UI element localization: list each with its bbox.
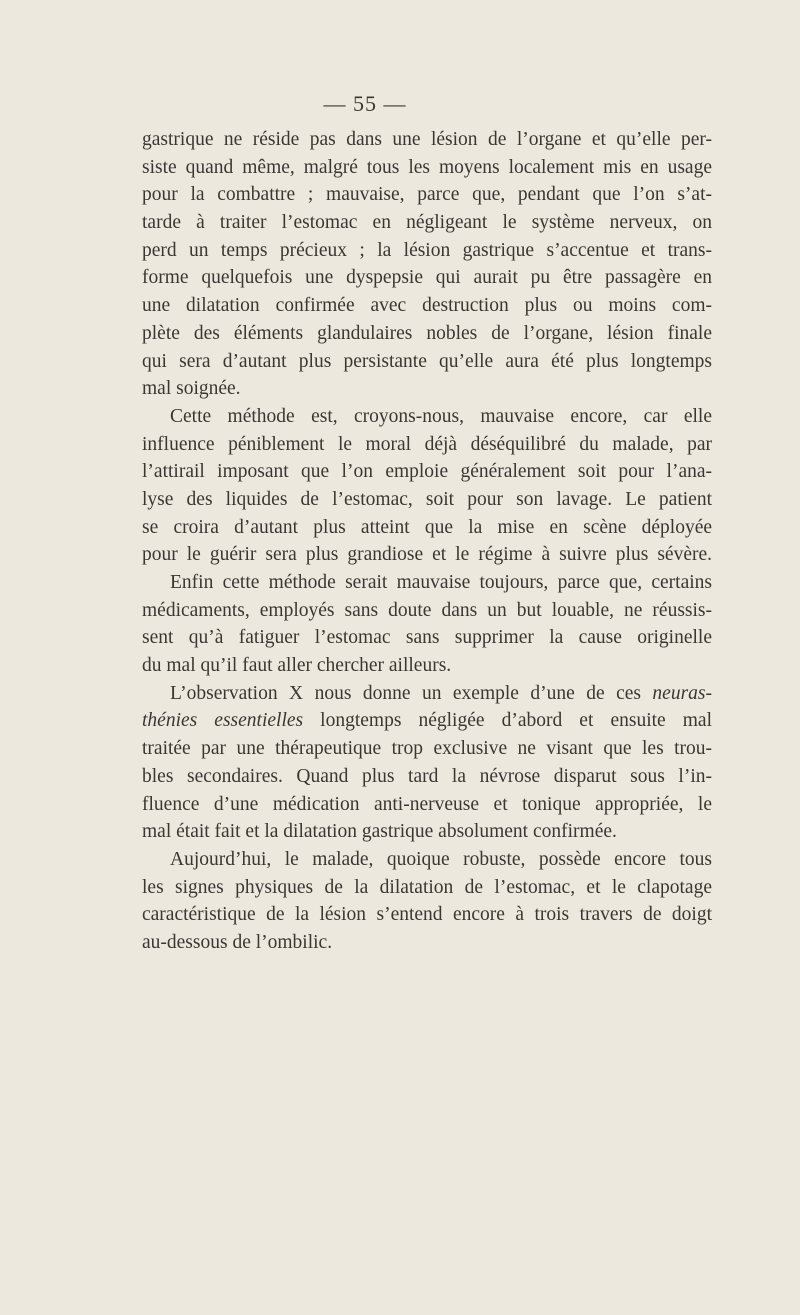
text-line: qui sera d’autant plus persistante qu’elle aura été plus longtemps xyxy=(142,350,712,372)
text-line: perd un temps précieux ; la lésion gastrique s’accentue et trans- xyxy=(142,239,712,261)
italic-term: thénies essentielles xyxy=(142,710,304,732)
text-segment: longtemps négligée d’abord et ensuite mal xyxy=(303,710,712,732)
text-line: mal soignée. xyxy=(142,378,241,400)
text-line: médicaments, employés sans doute dans un but louable, ne réussis- xyxy=(142,599,712,621)
text-line: se croira d’autant plus atteint que la mise en scène déployée xyxy=(142,516,712,538)
text-line: les signes physiques de la dilatation de l’estomac, et le clapotage xyxy=(142,876,712,898)
text-line: l’attirail imposant que l’on emploie généralement soit pour l’ana- xyxy=(142,461,712,483)
page-number: — 55 — xyxy=(323,91,407,116)
italic-term: neuras- xyxy=(652,682,712,704)
text-segment: L’observation X nous donne un exemple d’une de ces xyxy=(170,682,653,704)
text-line: lyse des liquides de l’estomac, soit pour son lavage. Le patient xyxy=(142,488,712,510)
text-line: plète des éléments glandulaires nobles de l’organe, lésion finale xyxy=(142,322,712,344)
body-text xyxy=(142,126,712,957)
text-line: au-dessous de l’ombilic. xyxy=(142,931,333,953)
text-line: fluence d’une médication anti-nerveuse et tonique appropriée, le xyxy=(142,793,712,815)
text-line: traitée par une thérapeutique trop exclusive ne visant que les trou- xyxy=(142,738,712,760)
text-line: gastrique ne réside pas dans une lésion de l’organe et qu’elle per- xyxy=(142,129,712,150)
text-line: pour la combattre ; mauvaise, parce que, pendant que l’on s’at- xyxy=(142,184,712,206)
text-line: pour le guérir sera plus grandiose et le régime à suivre plus sévère. xyxy=(142,544,712,566)
text-line: mal était fait et la dilatation gastrique absolument confirmée. xyxy=(142,821,617,843)
text-line: Aujourd’hui, le malade, quoique robuste, possède encore tous xyxy=(170,848,712,870)
text-line xyxy=(142,680,712,708)
text-line: caractéristique de la lésion s’entend encore à trois travers de doigt xyxy=(142,904,712,926)
text-line: bles secondaires. Quand plus tard la névrose disparut sous l’in- xyxy=(142,765,712,787)
text-line: forme quelquefois une dyspepsie qui aurait pu être passagère en xyxy=(142,267,712,289)
text-line: du mal qu’il faut aller chercher ailleurs. xyxy=(142,655,452,677)
text-line: tarde à traiter l’estomac en négligeant le système nerveux, on xyxy=(142,212,712,234)
text-line: siste quand même, malgré tous les moyens localement mis en usage xyxy=(142,156,712,178)
text-line: Enfin cette méthode serait mauvaise toujours, parce que, certains xyxy=(170,572,712,593)
text-line: sent qu’à fatiguer l’estomac sans supprimer la cause originelle xyxy=(142,627,712,649)
text-line: influence péniblement le moral déjà déséquilibré du malade, par xyxy=(142,433,712,455)
text-line xyxy=(142,707,712,735)
text-line: Cette méthode est, croyons-nous, mauvaise encore, car elle xyxy=(170,405,712,427)
text-line: une dilatation confirmée avec destruction plus ou moins com- xyxy=(142,295,712,317)
